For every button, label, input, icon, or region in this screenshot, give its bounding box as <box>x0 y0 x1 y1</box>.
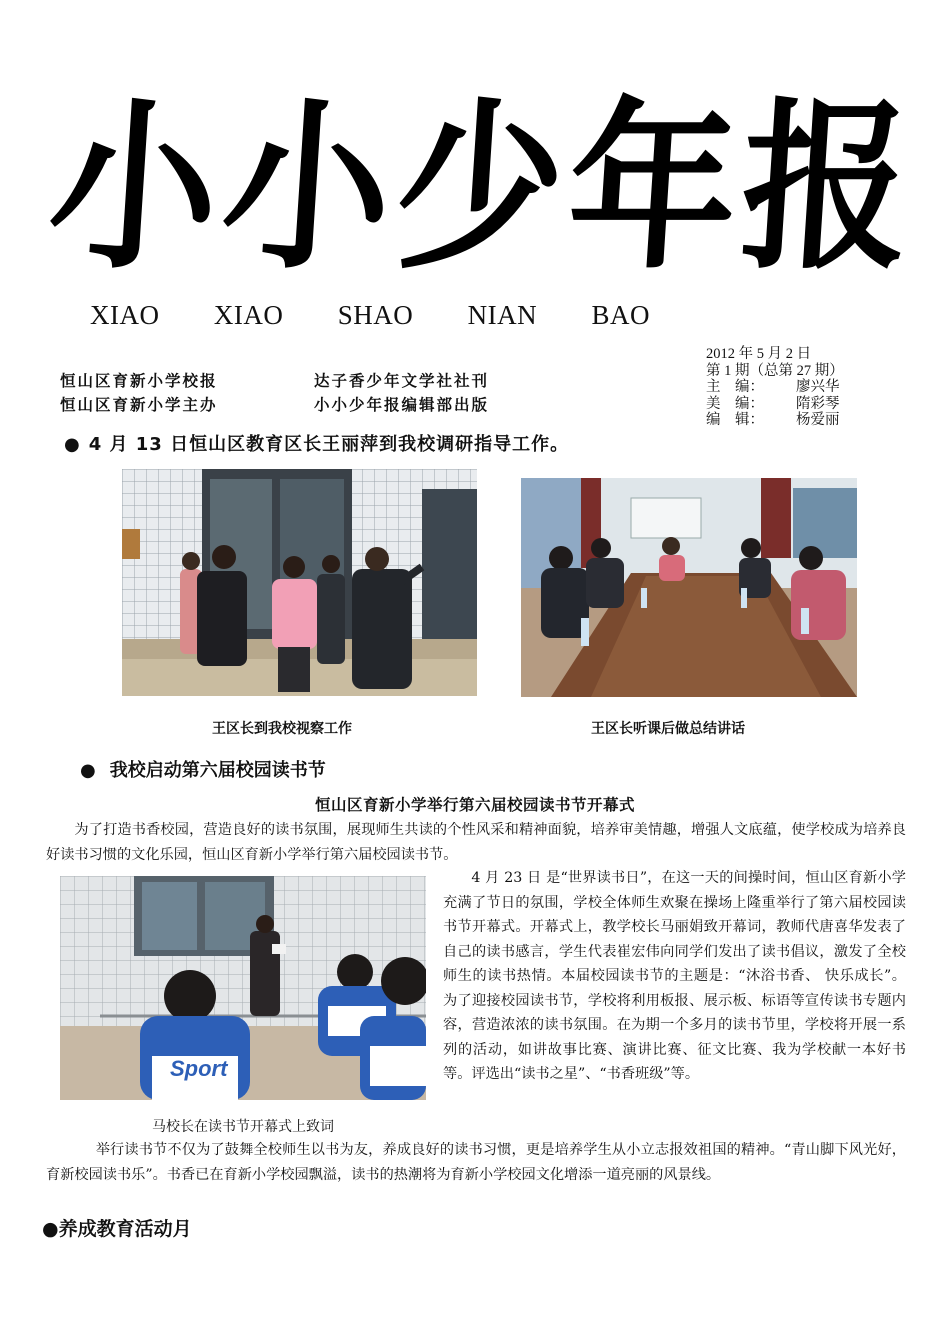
pinyin-word: SHAO <box>337 300 414 330</box>
staff-name: 隋彩琴 <box>796 395 840 412</box>
issue-info <box>706 346 916 429</box>
pinyin-word: XIAO <box>213 300 284 330</box>
photo-caption: 王区长听课后做总结讲话 <box>591 721 745 737</box>
article-paragraph: 举行读书节不仅为了鼓舞全校师生以书为友，养成良好的读书习惯，更是培养学生从小立志报效祖国的精神。“青山脚下风光好，育新校园读书乐”。书香已在育新小学校园飘溢，读书的热潮将为育新小学校园文化增添一道亮丽的风景线。 <box>46 1142 906 1183</box>
masthead-char: 小 <box>43 82 225 294</box>
masthead-char: 少 <box>389 82 571 294</box>
staff-role: 编 辑： <box>706 412 764 428</box>
photo-caption: 马校长在读书节开幕式上致词 <box>152 1120 334 1135</box>
sport-logo-text: Sport <box>170 1056 228 1081</box>
section-heading-visit <box>64 430 569 456</box>
issue-date: 2012 年 5 月 2 日 <box>706 346 812 362</box>
publisher-line: 恒山区育新小学主办 <box>60 396 218 414</box>
heading-text: 我校启动第六届校园读书节 <box>109 760 326 781</box>
masthead-char: 年 <box>562 82 744 294</box>
staff-row <box>706 412 916 429</box>
masthead-title <box>43 82 917 294</box>
photo-caption: 王区长到我校视察工作 <box>212 721 352 737</box>
article-paragraph: 为了打造书香校园，营造良好的读书氛围，展现师生共读的个性风采和精神面貌，培养审美情趣，增强人文底蕴，使学校成为培养良好读书习惯的文化乐园，恒山区育新小学举行第六届校园读书节。 <box>46 822 906 863</box>
bullet-icon: ● <box>80 760 96 781</box>
issue-number: 第 1 期（总第 27 期） <box>706 362 844 379</box>
staff-row <box>706 396 916 413</box>
staff-row <box>706 379 916 396</box>
staff-role: 美 编： <box>706 395 764 412</box>
masthead-char: 报 <box>735 82 917 294</box>
heading-text: 4 月 13 日恒山区教育区长王丽萍到我校调研指导工作。 <box>88 434 570 455</box>
pinyin-word: BAO <box>591 300 650 330</box>
masthead-pinyin <box>90 300 650 331</box>
photo-opening-ceremony <box>60 876 426 1100</box>
bullet-icon: ● <box>42 1218 59 1240</box>
society-block <box>314 369 489 417</box>
article-paragraph: 4 月 23 日 是“世界读书日”，在这一天的间操时间，恒山区育新小学充满了节日的氛围，学校全体师生欢聚在操场上隆重举行了第六届校园读书节开幕式。开幕式上，教学校长马丽娟致开幕词，教师代唐喜华发表了自己的读书感言，学生代表崔宏伟向同学们发出了读书倡议，激发了全校师生的读书热情。本届校园读书节的主题是：“沐浴书香、 快乐成长”。 为了迎接校园读书节，学校将利用板报、展示板、标语等宣传读书专题内容，营造浓浓的读书氛围。在为期一个多月的读书节里，学校将开展一系列的活动，如讲故事比赛、演讲比赛、征文比赛、我为学校献一本好书等。评选出“读书之星”、“书香班级”等。 <box>443 870 906 1082</box>
pinyin-word: NIAN <box>467 300 538 330</box>
staff-role: 主 编： <box>706 379 764 395</box>
pinyin-word: XIAO <box>90 300 160 330</box>
staff-name: 杨爱丽 <box>796 412 840 428</box>
society-line: 小小少年报编辑部出版 <box>314 396 490 414</box>
bullet-icon: ● <box>64 434 81 455</box>
article-title: 恒山区育新小学举行第六届校园读书节开幕式 <box>314 796 635 814</box>
photo-meeting <box>521 478 857 697</box>
section-heading-habits-month <box>42 1214 192 1241</box>
masthead-char: 小 <box>216 82 398 294</box>
heading-text: 养成教育活动月 <box>58 1218 192 1240</box>
photo-inspection <box>122 469 477 696</box>
staff-name: 廖兴华 <box>796 379 840 395</box>
section-heading-reading-festival <box>80 756 326 782</box>
publisher-block <box>60 369 218 417</box>
publisher-line: 恒山区育新小学校报 <box>60 372 218 390</box>
society-line: 达子香少年文学社社刊 <box>314 372 490 390</box>
